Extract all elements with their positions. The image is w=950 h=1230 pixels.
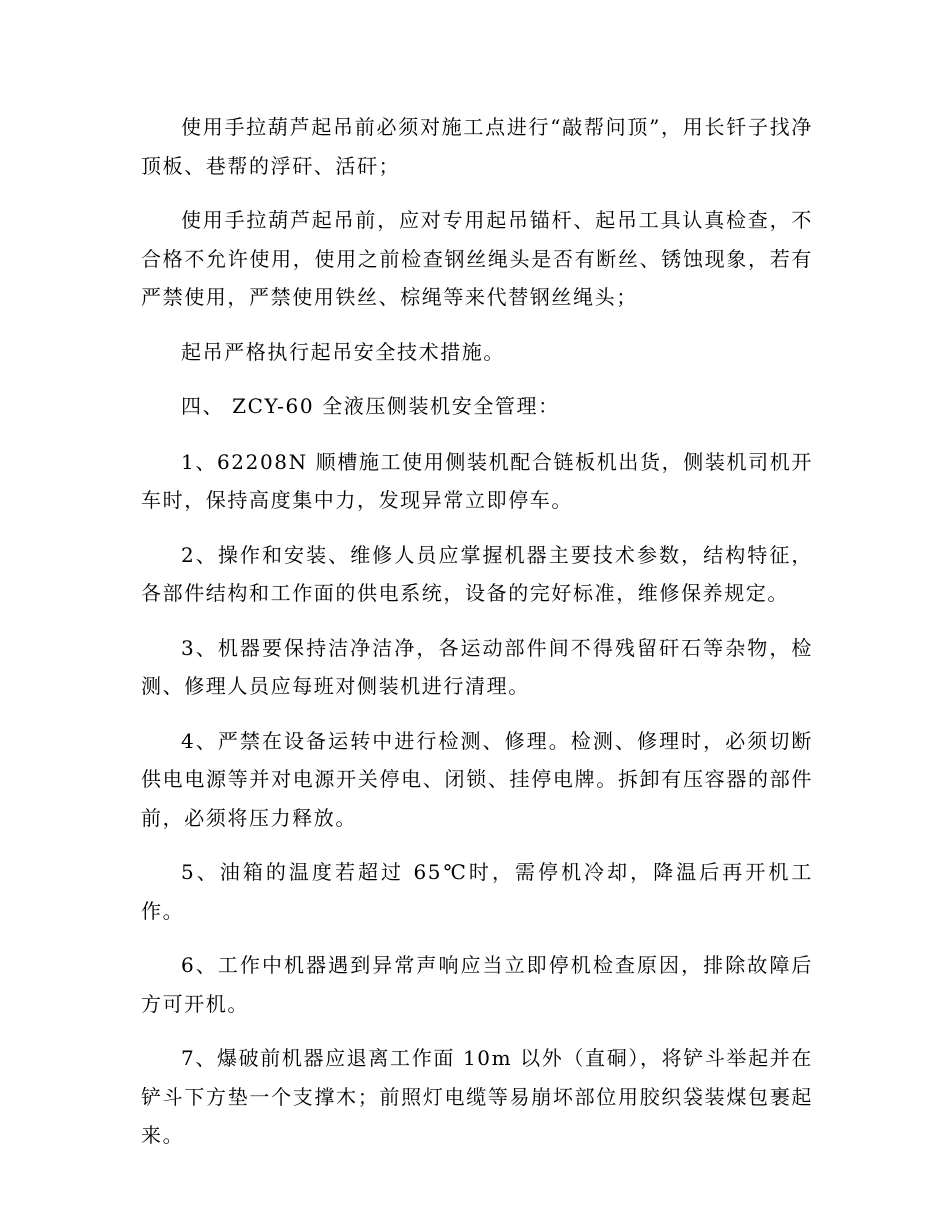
- list-item-7: 7、爆破前机器应退离工作面 10m 以外（直硐），将铲斗举起并在铲斗下方垫一个支撑木；前照灯电缆等易崩坏部位用胶织袋装煤包裹起来。: [141, 1046, 813, 1147]
- list-item-1: 1、62208N 顺槽施工使用侧装机配合链板机出货，侧装机司机开车时，保持高度集中力，发现异常立即停车。: [141, 449, 813, 512]
- list-item-2: 2、操作和安装、维修人员应掌握机器主要技术参数，结构特征，各部件结构和工作面的供电系统，设备的完好标准，维修保养规定。: [141, 542, 813, 605]
- paragraph-hoist-inspection: 使用手拉葫芦起吊前必须对施工点进行“敲帮问顶”，用长钎子找净顶板、巷帮的浮矸、活矸；: [141, 115, 813, 178]
- list-item-5: 5、油箱的温度若超过 65℃时，需停机冷却，降温后再开机工作。: [141, 860, 813, 923]
- document-body: [141, 108, 813, 1171]
- paragraph-lifting-measures: 起吊严格执行起吊安全技术措施。: [181, 339, 505, 364]
- section-heading-side-loader: 四、 ZCY-60 全液压侧装机安全管理：: [181, 394, 560, 418]
- paragraph-hoist-tools-check: 使用手拉葫芦起吊前，应对专用起吊锚杆、起吊工具认真检查，不合格不允许使用，使用之前检查钢丝绳头是否有断丝、锈蚀现象，若有严禁使用，严禁使用铁丝、棕绳等来代替钢丝绳头；: [141, 208, 813, 309]
- list-item-4: 4、严禁在设备运转中进行检测、修理。检测、修理时，必须切断供电电源等并对电源开关停电、闭锁、挂停电牌。拆卸有压容器的部件前，必须将压力释放。: [141, 728, 813, 830]
- list-item-3: 3、机器要保持洁净洁净，各运动部件间不得残留矸石等杂物，检测、修理人员应每班对侧装机进行清理。: [141, 635, 813, 698]
- list-item-6: 6、工作中机器遇到异常声响应当立即停机检查原因，排除故障后方可开机。: [141, 953, 813, 1016]
